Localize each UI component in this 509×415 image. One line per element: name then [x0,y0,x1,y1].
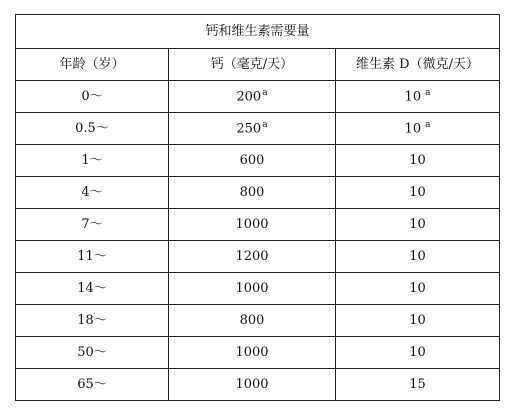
age-cell: 50～ [16,337,169,369]
table-row [16,369,500,401]
vitamin-d-value: 10 [409,185,426,200]
vitamin-d-cell [336,145,500,177]
calcium-value: 1000 [235,217,269,232]
calcium-cell [169,369,336,401]
calcium-cell [169,209,336,241]
vitamin-d-footnote-marker: a [425,88,431,99]
header-calcium: 钙（毫克/天） [169,49,336,81]
calcium-cell [169,177,336,209]
vitamin-d-cell [336,369,500,401]
table-title: 钙和维生素需要量 [16,15,500,49]
table-row [16,81,500,113]
calcium-cell [169,273,336,305]
calcium-value: 200 [236,89,262,105]
vitamin-d-cell [336,177,500,209]
vitamin-d-cell [336,273,500,305]
calcium-value: 600 [239,153,265,168]
calcium-value: 1000 [235,281,269,296]
age-cell: 0.5～ [16,113,169,145]
vitamin-d-value: 10 [409,217,426,232]
table-row [16,113,500,145]
age-cell: 65～ [16,369,169,401]
table-title-row [16,15,500,49]
calcium-value: 1200 [235,249,269,264]
vitamin-d-value: 10 [409,345,426,360]
table-row [16,177,500,209]
vitamin-d-value: 10 [409,153,426,168]
table-row [16,241,500,273]
calcium-value: 1000 [235,345,269,360]
vitamin-d-cell [336,209,500,241]
age-cell: 11～ [16,241,169,273]
table-row [16,337,500,369]
table-row [16,145,500,177]
header-vitamin-d: 维生素 D（微克/天） [336,49,500,81]
calcium-value: 800 [239,185,265,200]
vitamin-d-cell [336,337,500,369]
vitamin-d-cell [336,305,500,337]
table-row [16,273,500,305]
age-cell: 18～ [16,305,169,337]
calcium-value: 800 [239,313,265,328]
vitamin-d-value: 10 [409,249,426,264]
age-cell: 0～ [16,81,169,113]
calcium-footnote-marker: a [262,88,268,99]
vitamin-d-value: 10 [404,89,422,105]
calcium-cell [169,145,336,177]
vitamin-d-value: 10 [409,313,426,328]
age-cell: 14～ [16,273,169,305]
vitamin-d-value: 10 [404,121,422,137]
age-cell: 7～ [16,209,169,241]
vitamin-d-cell [336,81,500,113]
calcium-footnote-marker: a [262,120,268,131]
calcium-value: 250 [236,121,262,137]
vitamin-d-value: 15 [409,377,426,392]
calcium-vitamin-d-table [15,14,500,401]
calcium-cell [169,81,336,113]
calcium-cell [169,305,336,337]
age-cell: 4～ [16,177,169,209]
calcium-cell [169,337,336,369]
calcium-cell [169,113,336,145]
vitamin-d-value: 10 [409,281,426,296]
vitamin-d-cell [336,113,500,145]
vitamin-d-cell [336,241,500,273]
calcium-value: 1000 [235,377,269,392]
vitamin-d-footnote-marker: a [425,120,431,131]
header-row [16,49,500,81]
calcium-cell [169,241,336,273]
header-age: 年龄（岁） [16,49,169,81]
age-cell: 1～ [16,145,169,177]
table-row [16,305,500,337]
table-row [16,209,500,241]
